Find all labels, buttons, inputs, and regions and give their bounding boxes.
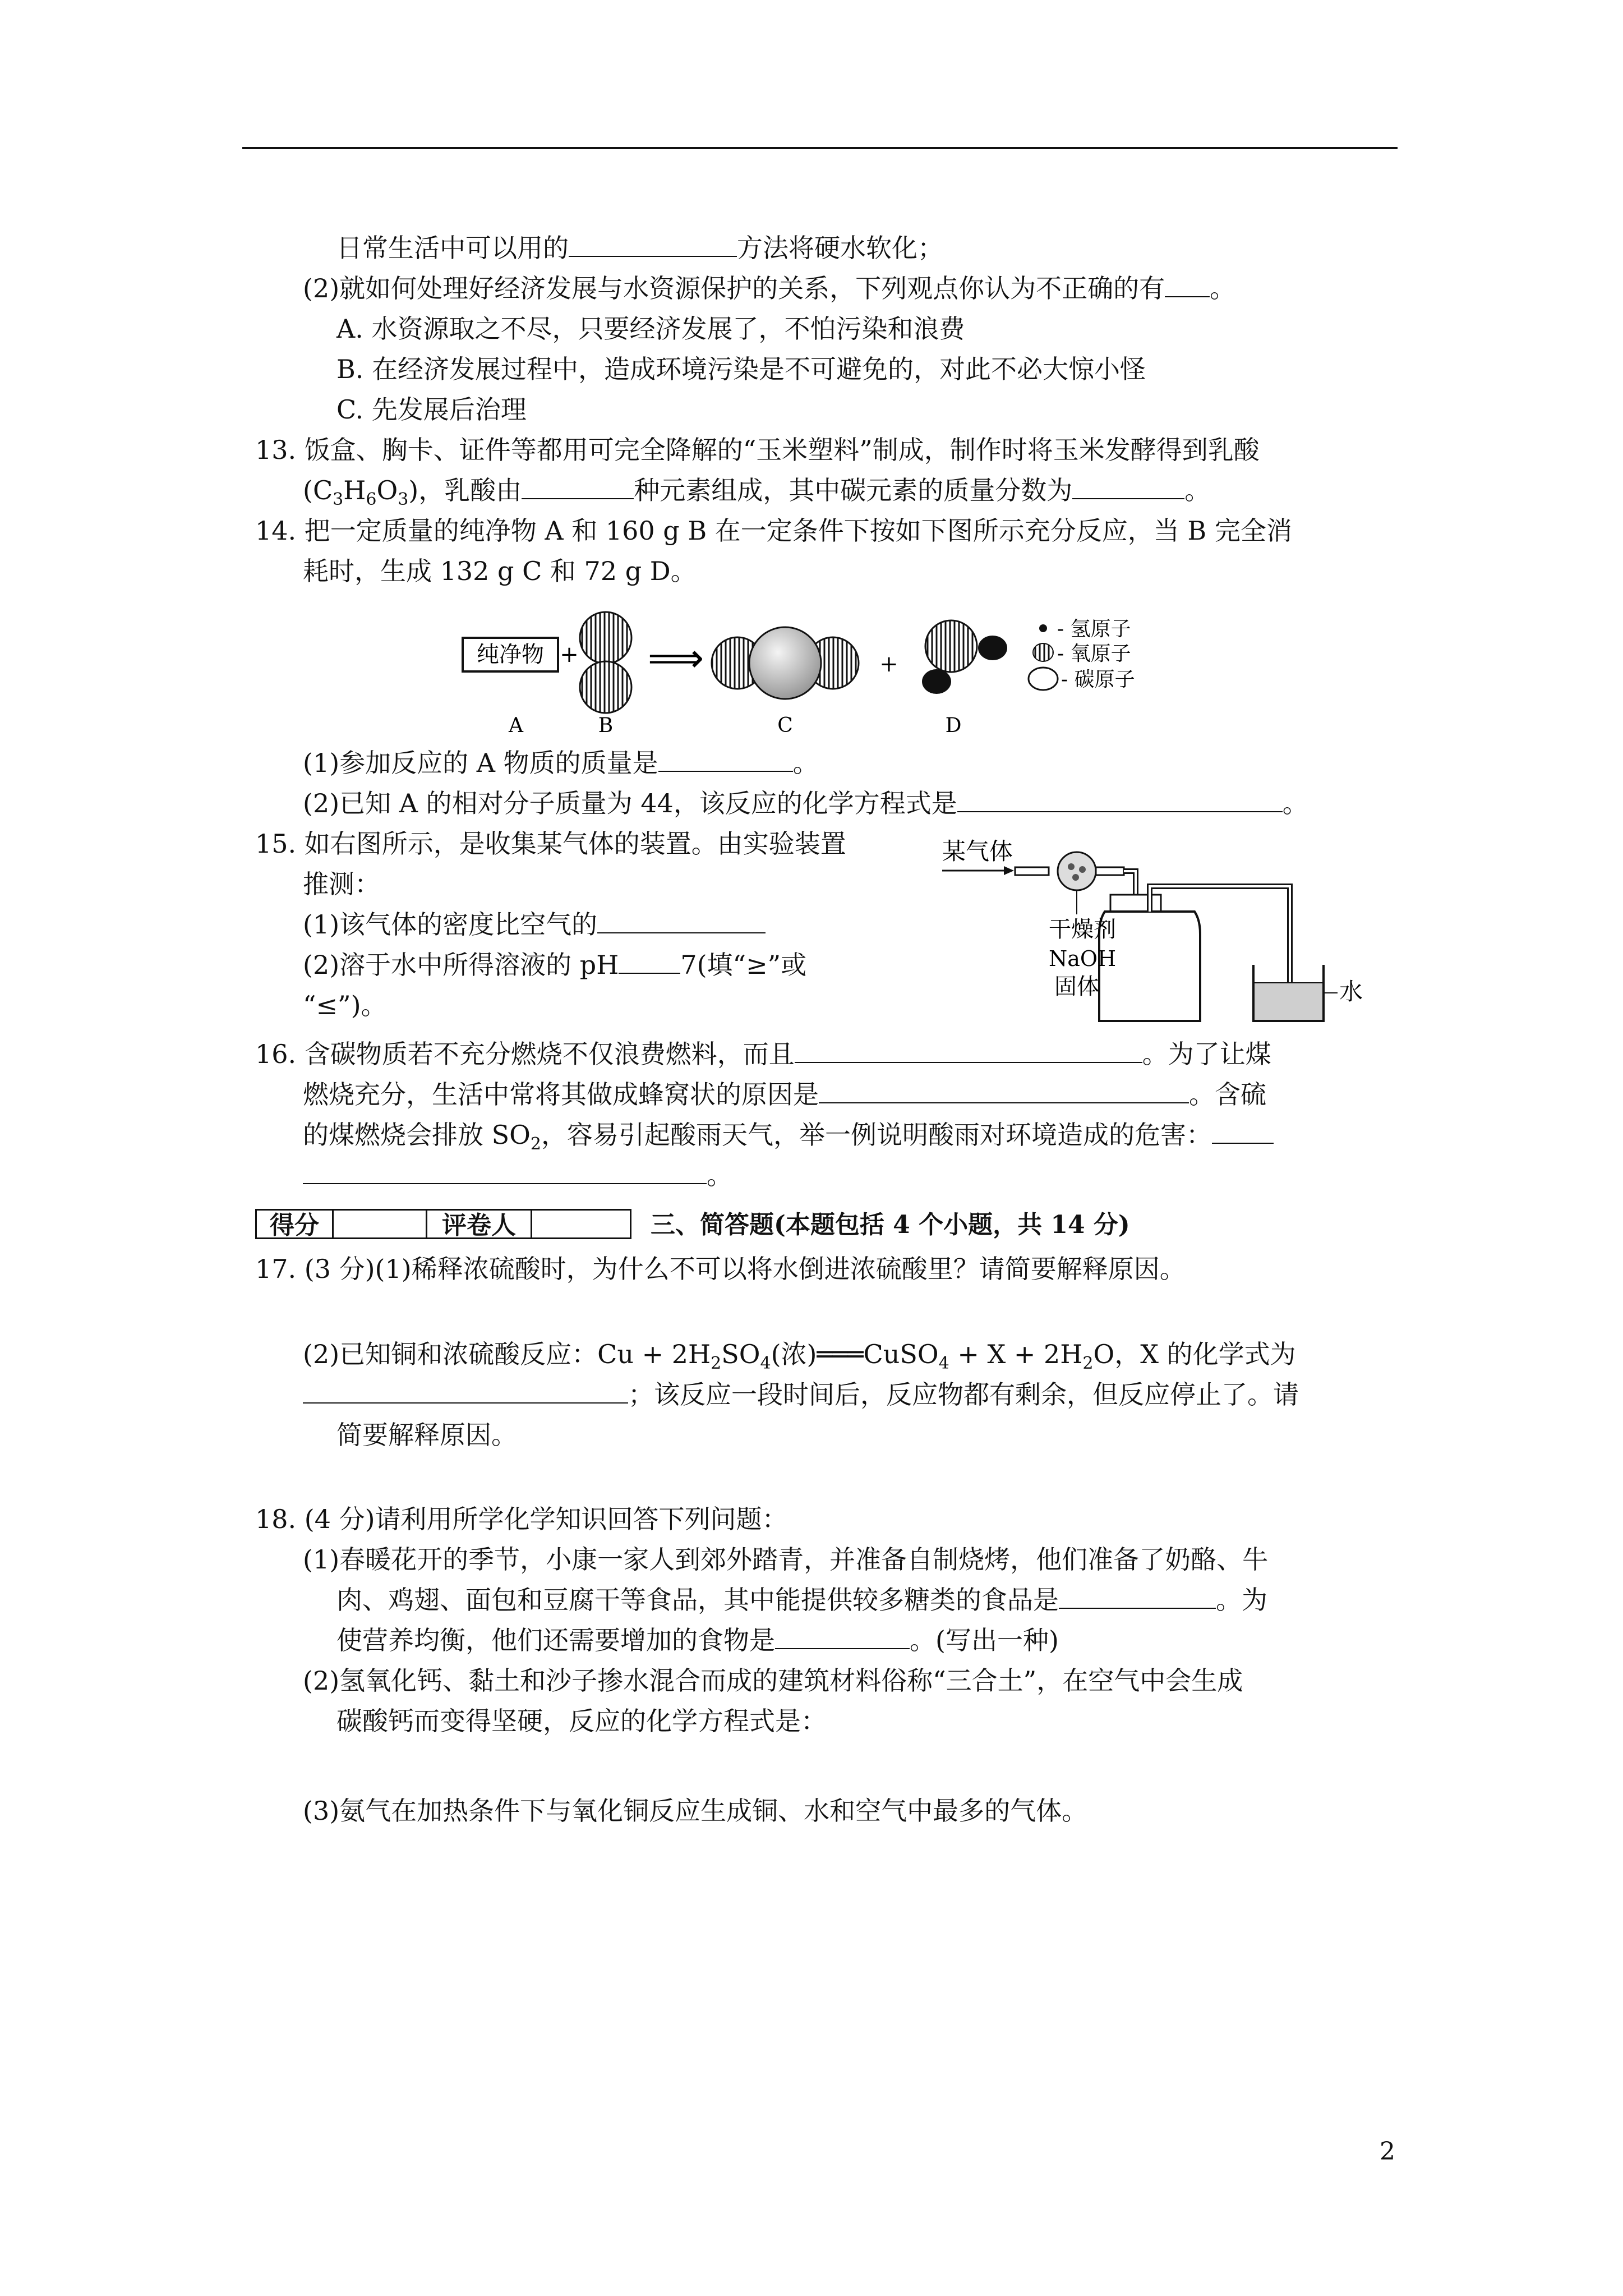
legend-oxygen-icon xyxy=(1033,643,1053,661)
q18-text: 。为 xyxy=(1216,1585,1267,1615)
q12-text: 日常生活中可以用的 xyxy=(336,233,569,263)
q17-text: O，X 的化学式为 xyxy=(1093,1339,1296,1369)
answer-blank[interactable] xyxy=(1165,274,1210,297)
header-rule xyxy=(242,147,1398,149)
q16-text: 16. 含碳物质若不充分燃烧不仅浪费燃料，而且 xyxy=(255,1039,795,1069)
answer-blank[interactable] xyxy=(1072,476,1184,499)
pure-substance-label: 纯净物 xyxy=(477,642,544,668)
drying-tube xyxy=(1058,852,1096,890)
answer-blank[interactable] xyxy=(569,233,737,257)
q17-line3 xyxy=(303,1378,1299,1411)
gas-label: 某气体 xyxy=(942,838,1013,865)
q18-sub3: (3)氨气在加热条件下与氧化铜反应生成铜、水和空气中最多的气体。 xyxy=(303,1796,1088,1826)
label-d: D xyxy=(945,714,962,737)
q12-text: 。 xyxy=(1210,273,1236,303)
drying-agent-label: 干燥剂 xyxy=(1049,917,1116,942)
q14-text: (1)参加反应的 A 物质的质量是 xyxy=(303,748,658,778)
water-label: 水 xyxy=(1339,978,1363,1005)
legend-hydrogen: - 氢原子 xyxy=(1057,618,1131,641)
q15-text: 7(填“≥”或 xyxy=(680,950,807,980)
subscript: 4 xyxy=(760,1354,771,1373)
solid-label: 固体 xyxy=(1054,974,1099,1000)
q15-line2: 推测： xyxy=(303,869,380,899)
q13-text: 。 xyxy=(1184,475,1211,505)
answer-blank[interactable] xyxy=(1212,1120,1274,1144)
reaction-arrow: ⟹ xyxy=(647,635,704,681)
q13-text: (C xyxy=(303,475,333,505)
q12-text: 方法将硬水软化； xyxy=(737,233,943,263)
q16-text: 燃烧充分，生活中常将其做成蜂窝状的原因是 xyxy=(303,1079,819,1110)
q14-line1: 14. 把一定质量的纯净物 A 和 160 g B 在一定条件下按如下图所示充分反应，当 B 完全消 xyxy=(255,516,1292,546)
q13-text: )，乳酸由 xyxy=(408,475,522,505)
q13-text: O xyxy=(376,475,398,505)
answer-blank[interactable] xyxy=(522,476,634,499)
tube xyxy=(1096,867,1124,875)
answer-blank[interactable] xyxy=(619,950,680,974)
q13-line1: 13. 饭盒、胸卡、证件等都用可完全降解的“玉米塑料”制成，制作时将玉米发酵得到乳酸 xyxy=(255,435,1260,465)
q15-text: (1)该气体的密度比空气的 xyxy=(303,909,598,940)
q14-line2: 耗时，生成 132 g C 和 72 g D。 xyxy=(303,556,697,586)
section-title: 三、简答题(本题包括 4 个小题，共 14 分) xyxy=(651,1211,1130,1239)
q18-sub2-line2: 碳酸钙而变得坚硬，反应的化学方程式是： xyxy=(336,1706,827,1736)
q16-text: ，容易引起酸雨天气，举一例说明酸雨对环境造成的危害： xyxy=(541,1120,1212,1150)
subscript: 2 xyxy=(1082,1354,1094,1373)
gas-collection-apparatus xyxy=(942,836,1380,1027)
subscript: 4 xyxy=(938,1354,949,1373)
grader-label: 评卷人 xyxy=(426,1209,532,1239)
hydrogen-atom xyxy=(978,636,1007,660)
subscript: 3 xyxy=(398,490,409,509)
q14-text: 。 xyxy=(1282,788,1308,818)
q18-line1: 18. (4 分)请利用所学化学知识回答下列问题： xyxy=(255,1504,788,1534)
subscript: 3 xyxy=(333,490,344,509)
q17-text: (浓)═══CuSO xyxy=(771,1339,939,1369)
q16-line3 xyxy=(303,1118,1274,1152)
q17-text: + X + 2H xyxy=(949,1339,1083,1369)
q18-text: 使营养均衡，他们还需要增加的食物是 xyxy=(336,1625,775,1655)
subscript: 6 xyxy=(366,490,377,509)
answer-blank[interactable] xyxy=(658,748,793,772)
label-b: B xyxy=(598,714,614,737)
grader-box[interactable] xyxy=(531,1209,631,1239)
q13-text: 种元素组成，其中碳元素的质量分数为 xyxy=(634,475,1073,505)
q17-text: (2)已知铜和浓硫酸反应：Cu + 2H xyxy=(303,1339,711,1369)
carbon-atom xyxy=(749,627,821,699)
q18-sub1-line1: (1)春暖花开的季节，小康一家人到郊外踏青，并准备自制烧烤，他们准备了奶酪、牛 xyxy=(303,1544,1269,1575)
legend-carbon: - 碳原子 xyxy=(1061,668,1135,691)
q17-line4: 简要解释原因。 xyxy=(336,1420,517,1450)
q16-text: 。含硫 xyxy=(1189,1079,1266,1110)
reaction-diagram xyxy=(460,609,1189,743)
q12-line1 xyxy=(336,231,943,265)
q12-option-a: A. 水资源取之不尽，只要经济发展了，不怕污染和浪费 xyxy=(336,314,965,344)
q15-text: (2)溶于水中所得溶液的 pH xyxy=(303,950,619,980)
q18-sub2-line1: (2)氢氧化钙、黏土和沙子掺水混合而成的建筑材料俗称“三合土”，在空气中会生成 xyxy=(303,1665,1243,1696)
label-c: C xyxy=(777,714,793,737)
q16-line1 xyxy=(255,1037,1271,1071)
answer-blank[interactable] xyxy=(1059,1585,1216,1609)
q15-sub1 xyxy=(303,908,766,941)
answer-blank[interactable] xyxy=(303,1380,628,1404)
answer-blank[interactable] xyxy=(957,789,1283,812)
q16-line2 xyxy=(303,1078,1266,1111)
q14-sub1 xyxy=(303,746,819,780)
q17-line2 xyxy=(303,1337,1296,1371)
label-a: A xyxy=(509,714,523,737)
score-box[interactable] xyxy=(332,1209,427,1239)
legend-carbon-icon xyxy=(1029,668,1058,690)
answer-blank[interactable] xyxy=(775,1626,910,1649)
q14-text: (2)已知 A 的相对分子质量为 44，该反应的化学方程式是 xyxy=(303,788,957,818)
page-number: 2 xyxy=(1380,2137,1395,2166)
hydrogen-atom xyxy=(922,669,951,694)
answer-blank[interactable] xyxy=(597,910,766,933)
subscript: 2 xyxy=(530,1134,541,1154)
q12-option-c: C. 先发展后治理 xyxy=(336,394,527,425)
legend-oxygen: - 氧原子 xyxy=(1057,642,1131,665)
plus-sign: + xyxy=(879,651,898,677)
subscript: 2 xyxy=(711,1354,722,1373)
section-header xyxy=(255,1209,1175,1241)
naoh-label: NaOH xyxy=(1049,946,1117,971)
q16-text: 。为了让煤 xyxy=(1142,1039,1271,1069)
score-label: 得分 xyxy=(255,1209,334,1239)
q16-line4 xyxy=(303,1158,732,1192)
q12-option-b: B. 在经济发展过程中，造成环境污染是不可避免的，对此不必大惊小怪 xyxy=(336,354,1146,384)
q16-text: 。 xyxy=(707,1160,732,1190)
q17-text: ；该反应一段时间后，反应物都有剩余，但反应停止了。请 xyxy=(628,1379,1299,1410)
answer-blank[interactable] xyxy=(795,1039,1142,1063)
q13-text: H xyxy=(343,475,366,505)
arrow-head-icon xyxy=(1004,866,1014,875)
q15-sub2-cont: “≤”)。 xyxy=(303,990,387,1020)
answer-blank[interactable] xyxy=(303,1161,707,1184)
q18-text: 肉、鸡翅、面包和豆腐干等食品，其中能提供较多糖类的食品是 xyxy=(336,1585,1059,1615)
q15-line1: 15. 如右图所示，是收集某气体的装置。由实验装置 xyxy=(255,829,846,859)
answer-blank[interactable] xyxy=(819,1080,1189,1103)
q17-line1: 17. (3 分)(1)稀释浓硫酸时，为什么不可以将水倒进浓硫酸里？请简要解释原因。 xyxy=(255,1254,1186,1284)
q16-text: 的煤燃烧会排放 SO xyxy=(303,1120,531,1150)
q18-sub1-line2 xyxy=(336,1583,1267,1617)
stopper xyxy=(1110,895,1161,912)
q15-sub2 xyxy=(303,948,806,982)
q12-sub2-text: (2)就如何处理好经济发展与水资源保护的关系，下列观点你认为不正确的有 xyxy=(303,273,1165,303)
q14-sub2 xyxy=(303,786,1308,820)
q14-text: 。 xyxy=(792,748,819,778)
plus-sign: + xyxy=(560,642,579,668)
oxygen-atom xyxy=(580,612,631,664)
legend-hydrogen-icon xyxy=(1039,624,1047,632)
q12-sub2 xyxy=(303,272,1235,305)
q17-text: SO xyxy=(721,1339,760,1369)
oxygen-atom xyxy=(925,620,977,672)
q18-sub1-line3 xyxy=(336,1623,1059,1657)
q18-text: 。(写出一种) xyxy=(910,1625,1059,1655)
oxygen-atom xyxy=(580,661,631,713)
water xyxy=(1255,983,1322,1020)
tube xyxy=(1015,867,1049,875)
q13-line2 xyxy=(303,473,1210,507)
